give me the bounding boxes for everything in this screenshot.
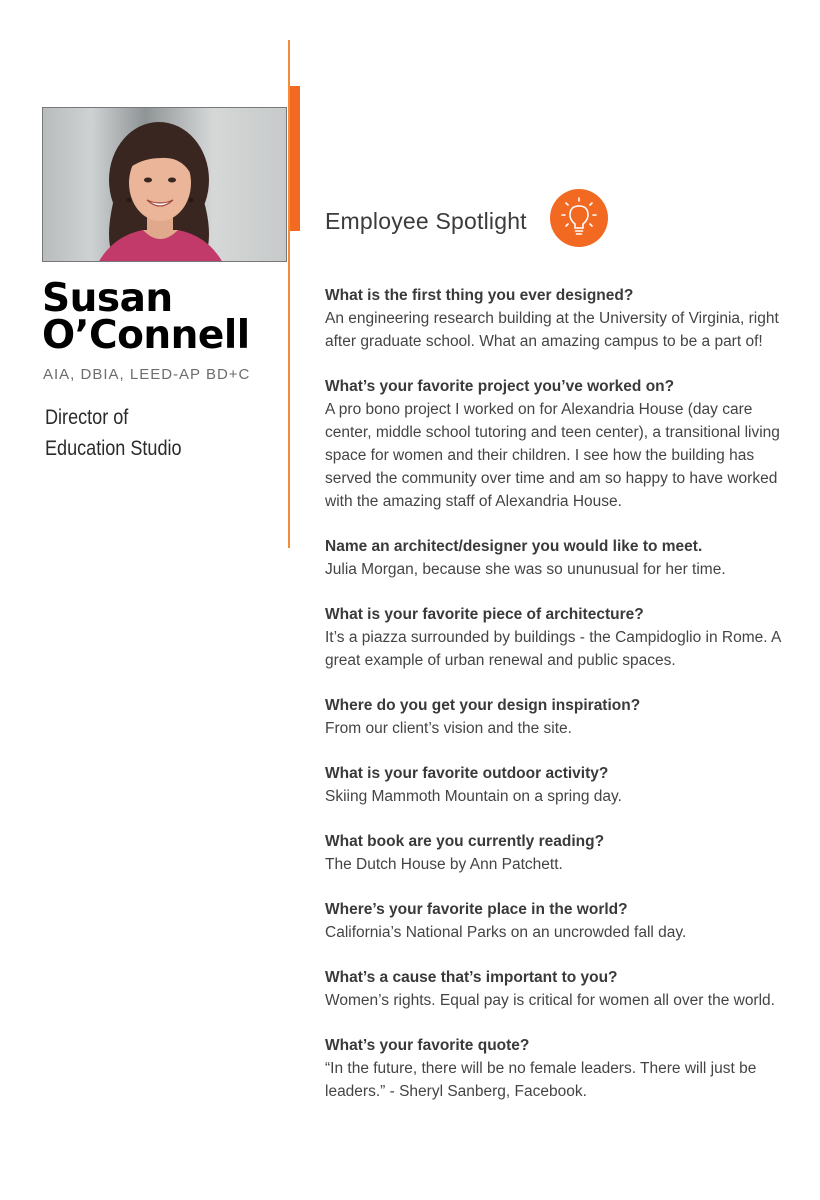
answer: Skiing Mammoth Mountain on a spring day. (325, 788, 622, 805)
answer: An engineering research building at the University of Virginia, right after graduate school. What an amazing campus to be a part of! (325, 310, 779, 350)
question: What is the first thing you ever designed? (325, 287, 634, 304)
lightbulb-icon (550, 189, 608, 247)
job-title (45, 402, 182, 464)
question: Where’s your favorite place in the world? (325, 901, 628, 918)
question: What’s your favorite quote? (325, 1037, 530, 1054)
question: What is your favorite piece of architecture? (325, 606, 644, 623)
qa-item (325, 284, 785, 353)
qa-list (325, 284, 785, 1125)
answer: From our client’s vision and the site. (325, 720, 572, 737)
question: Name an architect/designer you would like to meet. (325, 538, 703, 555)
employee-name (42, 276, 287, 358)
qa-item (325, 898, 785, 944)
question: What’s a cause that’s important to you? (325, 969, 618, 986)
answer: California’s National Parks on an uncrowded fall day. (325, 924, 687, 941)
last-name: O’Connell (42, 313, 250, 358)
answer: It’s a piazza surrounded by buildings - the Campidoglio in Rome. A great example of urban renewal and public spaces. (325, 629, 781, 669)
accent-bar (290, 86, 300, 231)
job-title-line-2: Education Studio (45, 437, 182, 460)
question: What’s your favorite project you’ve worked on? (325, 378, 675, 395)
answer: The Dutch House by Ann Patchett. (325, 856, 563, 873)
qa-item (325, 603, 785, 672)
question: Where do you get your design inspiration? (325, 697, 641, 714)
portrait-photo (42, 107, 287, 262)
credentials: AIA, DBIA, LEED-AP BD+C (43, 366, 251, 383)
qa-item (325, 1034, 785, 1103)
first-name: Susan (42, 276, 173, 321)
question: What book are you currently reading? (325, 833, 605, 850)
qa-item (325, 966, 785, 1012)
qa-item (325, 535, 785, 581)
qa-item (325, 762, 785, 808)
section-heading: Employee Spotlight (325, 208, 527, 234)
job-title-line-1: Director of (45, 406, 129, 429)
qa-item (325, 830, 785, 876)
qa-item (325, 375, 785, 513)
answer: A pro bono project I worked on for Alexandria House (day care center, middle school tutoring and teen center), a transitional living space for women and their children. I see how the building has served the community over time and am so happy to have worked with the amazing staff of Alexandria House. (325, 401, 780, 510)
qa-item (325, 694, 785, 740)
answer: Women’s rights. Equal pay is critical for women all over the world. (325, 992, 775, 1009)
answer: Julia Morgan, because she was so ununusual for her time. (325, 561, 726, 578)
answer: “In the future, there will be no female leaders. There will just be leaders.” - Sheryl Sanberg, Facebook. (325, 1060, 757, 1100)
question: What is your favorite outdoor activity? (325, 765, 609, 782)
